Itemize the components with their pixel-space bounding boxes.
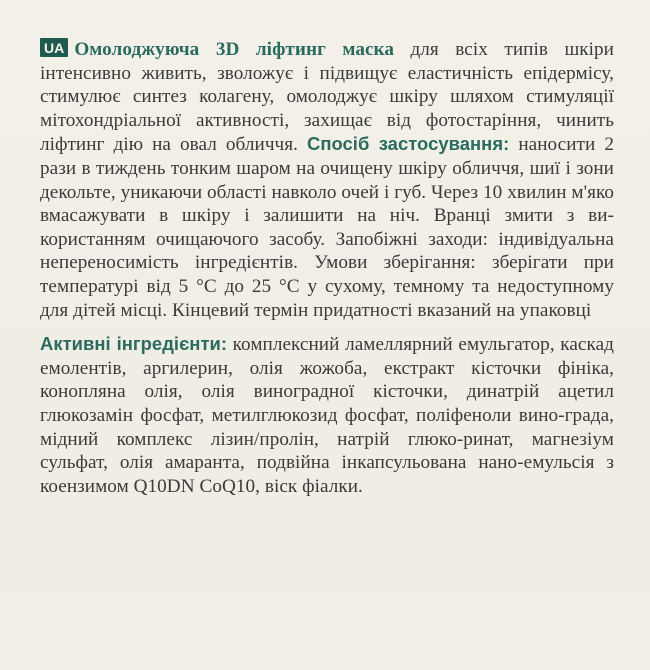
ingredients-text: комплексний ламеллярний емульгатор, каскад емолентів, аргилерин, олія жожоба, екстракт кісточки фініка, конопляна олія, олія виноградної кісточки, динатрій ацетил глюкозамін фосфат, метилглюкозид фосфат, поліфеноли вино-града, мідний комплекс лізин/пролін, натрій глюко-ринат, магнезіум сульфат, олія амаранта, подвійна інкапсульована нано-емульсія з коензимом Q10DN CoQ10, віск фіалки. [40,334,614,497]
language-badge: UA [40,38,68,57]
ingredients-paragraph [40,332,614,498]
product-name: Омолоджуюча 3D ліфтинг маска [74,39,394,60]
usage-heading: Спосіб застосування: [307,133,510,155]
usage-text: наносити 2 рази в тиждень тонким шаром на очищену шкіру обличчя, шиї і зони декольте, уникаючи області навколо очей і губ. Через 10 хвилин м'яко вмасажувати в шкіру і залишити на ніч. Вранці змити з ви-користанням очищаючого засобу. Запобіжні заходи: індивідуальна непереносимість інгредієнтів. Умови зберігання: зберігати при температурі від 5 °C до 25 °C у сухому, темному та недоступному для дітей місці. Кінцевий термін придатності вказаний на упаковці [40,134,614,321]
product-description: для всіх типів шкіри інтенсивно живить, зволожує і підвищує еластичність епідермісу, стимулює синтез колагену, омолоджує шкіру шляхом стимуляції мітохондріальної активності, захищає від фотостаріння, чинить ліфтинг дію на овал обличчя. [40,39,614,156]
description-paragraph [40,38,614,322]
label-text-block [40,38,614,498]
ingredients-heading: Активні інгредієнти: [40,333,228,355]
